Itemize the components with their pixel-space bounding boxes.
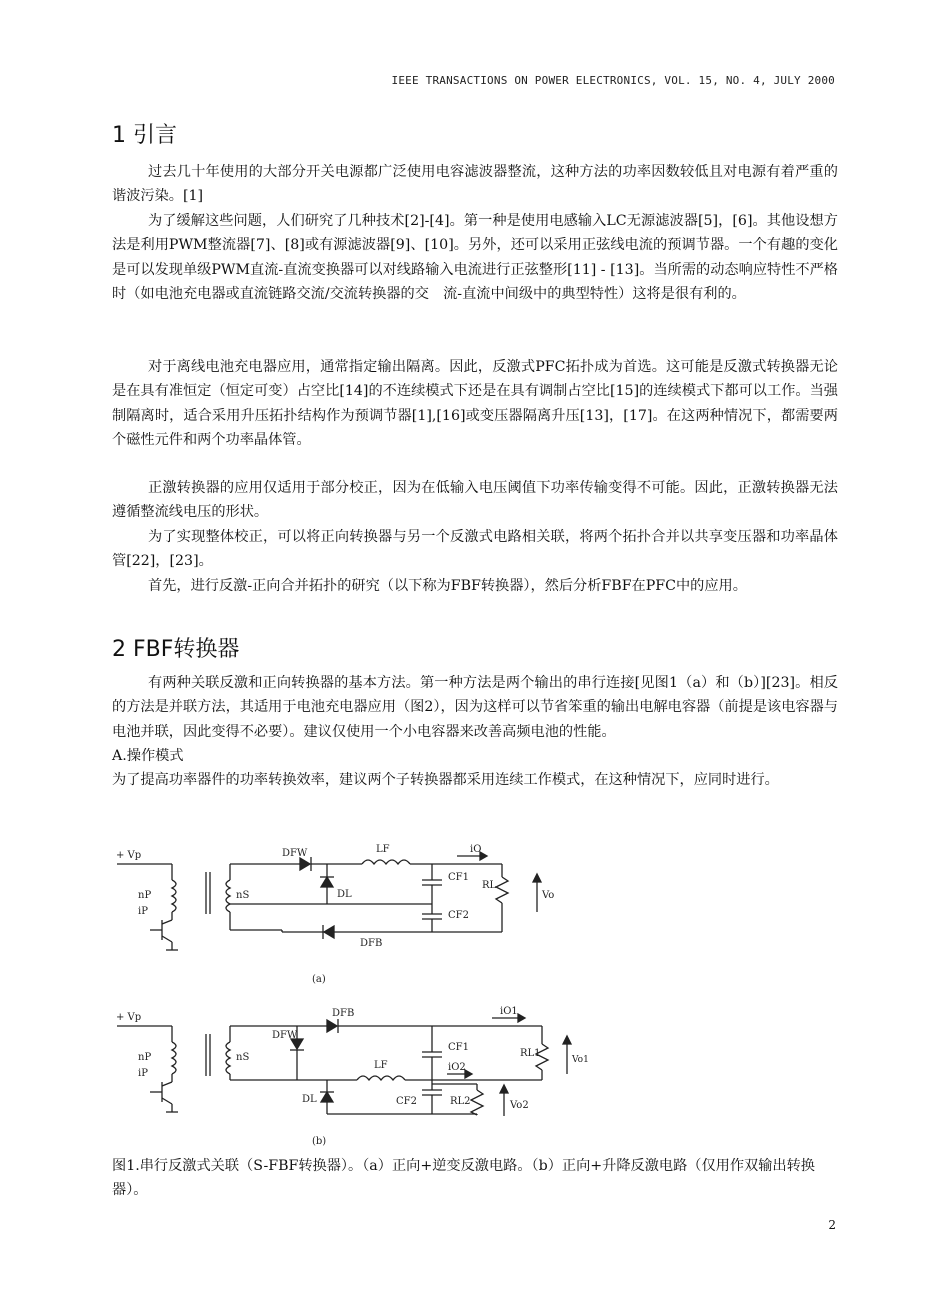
label-vp: + Vp — [116, 1012, 142, 1023]
sublabel-b: (b) — [312, 1136, 327, 1147]
label-np: nP — [138, 890, 152, 901]
figure-1a-circuit — [112, 842, 582, 992]
label-dl: DL — [337, 889, 352, 900]
figure-1b-circuit — [112, 1004, 589, 1149]
s1-paragraph-1: 过去几十年使用的大部分开关电源都广泛使用电容滤波器整流，这种方法的功率因数较低且对电源有着严重的谐波污染。[1] — [112, 164, 838, 205]
label-ip: iP — [138, 1068, 148, 1079]
label-dl: DL — [302, 1094, 317, 1105]
section-2-title: 2 FBF转换器 — [112, 637, 240, 662]
label-dfb: DFB — [360, 938, 383, 949]
label-ip: iP — [138, 906, 148, 917]
label-ns: nS — [236, 1052, 250, 1063]
label-cf2: CF2 — [396, 1096, 417, 1107]
s1-paragraph-6: 首先，进行反激-正向合并拓扑的研究（以下称为FBF转换器），然后分析FBF在PFC中的应用。 — [148, 578, 747, 594]
label-rl2: RL2 — [450, 1096, 471, 1107]
label-vo2: Vo2 — [510, 1100, 529, 1111]
s1-paragraph-2: 为了缓解这些问题，人们研究了几种技术[2]-[4]。第一种是使用电感输入LC无源滤波器[5]，[6]。其他设想方法是利用PWM整流器[7]、[8]或有源滤波器[9]、[10]。另外，还可以采用正弦线电流的预调节器。一个有趣的变化是可以发现单级PWM直流-直流变换器可以对线路输入电流进行正弦整形[11] - [13]。当所需的动态响应特性不严格时（如电池充电器或直流链路交流/交流转换器的交 流-直流中间级中的典型特性）这将是很有利的。 — [112, 213, 838, 302]
label-cf1: CF1 — [448, 872, 469, 883]
label-rl1: RL1 — [520, 1048, 541, 1059]
label-ns: nS — [236, 890, 250, 901]
label-lf: LF — [374, 1060, 388, 1071]
s1-paragraph-3: 对于离线电池充电器应用，通常指定输出隔离。因此，反激式PFC拓扑成为首选。这可能是反激式转换器无论是在具有准恒定（恒定可变）占空比[14]的不连续模式下还是在具有调制占空比[15]的连续模式下都可以工作。当强制隔离时，适合采用升压拓扑结构作为预调节器[1],[16]或变压器隔离升压[13]，[17]。在这两种情况下，都需要两个磁性元件和两个功率晶体管。 — [112, 359, 838, 448]
figure-caption: 图1.串行反激式关联（S-FBF转换器）。（a）正向+逆变反激电路。（b）正向+升降反激电路（仅用作双输出转换器）。 — [112, 1158, 815, 1199]
sublabel-a: (a) — [312, 974, 326, 985]
page-number: 2 — [828, 1218, 836, 1232]
label-np: nP — [138, 1052, 152, 1063]
section-1-title: 1 引言 — [112, 123, 177, 148]
running-header: IEEE TRANSACTIONS ON POWER ELECTRONICS, VOL. 15, NO. 4, JULY 2000 — [391, 74, 835, 87]
label-lf: LF — [376, 844, 390, 855]
label-dfw: DFW — [272, 1030, 298, 1041]
s1-paragraph-5: 为了实现整体校正，可以将正向转换器与另一个反激式电路相关联，将两个拓扑合并以共享变压器和功率晶体管[22]，[23]。 — [112, 529, 838, 570]
label-rl: RL — [482, 880, 497, 891]
label-io2: iO2 — [448, 1062, 466, 1073]
label-vp: + Vp — [116, 850, 142, 861]
s2-subheading: A.操作模式 — [112, 748, 184, 764]
label-vo1: Vo1 — [572, 1055, 589, 1065]
label-cf2: CF2 — [448, 910, 469, 921]
s2-paragraph-1: 有两种关联反激和正向转换器的基本方法。第一种方法是两个输出的串行连接[见图1（a）和（b）][23]。相反的方法是并联方法，其适用于电池充电器应用（图2），因为这样可以节省笨重的输出电解电容器（前提是该电容器与电池并联，因此变得不必要）。建议仅使用一个小电容器来改善高频电池的性能。 — [112, 675, 838, 740]
label-cf1: CF1 — [448, 1042, 469, 1053]
s2-subparagraph: 为了提高功率器件的功率转换效率，建议两个子转换器都采用连续工作模式，在这种情况下，应同时进行。 — [112, 772, 779, 788]
label-io: iO — [470, 844, 482, 855]
label-dfw: DFW — [282, 848, 308, 859]
label-vo: Vo — [542, 890, 555, 901]
label-dfb: DFB — [332, 1008, 355, 1019]
s1-paragraph-4: 正激转换器的应用仅适用于部分校正，因为在低输入电压阈值下功率传输变得不可能。因此，正激转换器无法遵循整流线电压的形状。 — [112, 480, 838, 521]
label-io1: iO1 — [500, 1006, 518, 1017]
